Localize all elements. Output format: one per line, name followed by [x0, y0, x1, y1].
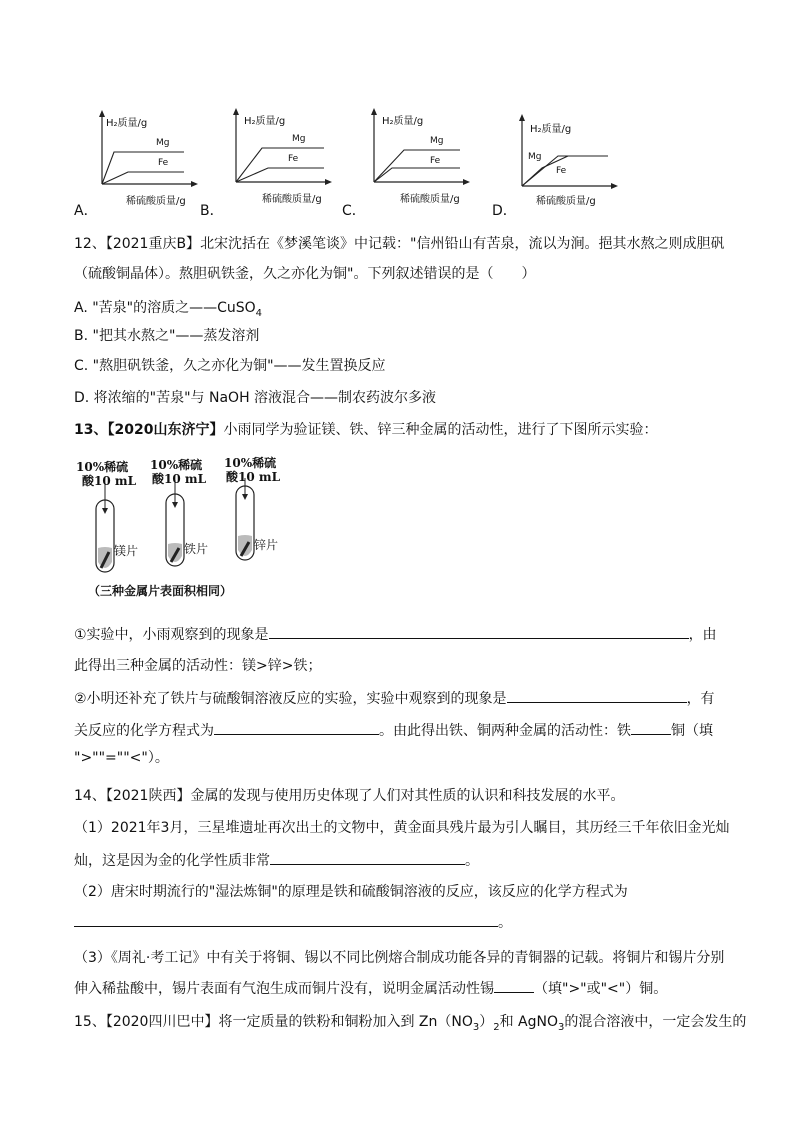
q15-text-2: ）: [479, 1014, 494, 1030]
chart-b-xlabel: 稀硫酸质量/g: [262, 194, 322, 205]
tube-3: [236, 478, 254, 560]
q12-line1: [74, 234, 725, 254]
q13-part2-text-e: 铜（填: [671, 723, 713, 739]
chart-d-xlabel: 稀硫酸质量/g: [536, 196, 596, 207]
chart-d: [508, 112, 618, 222]
q12-stem-1: 北宋沈括在《梦溪笔谈》中记载："信州铅山有苦泉，流以为涧。挹其水熬之则成胆矾: [200, 236, 725, 252]
q13-blank-2[interactable]: [507, 688, 687, 703]
q14-sub3-line1: （3）《周礼·考工记》中有关于将铜、锡以不同比例熔合制成功能各异的青铜器的记载。将铜片和锡片分别: [74, 950, 725, 966]
q15-sub-1: 3: [472, 1021, 480, 1033]
q14-stem: [74, 786, 624, 806]
q12-option-a-sub: 4: [255, 307, 263, 319]
chart-b-option: B．: [200, 203, 224, 219]
q15-text-1: 将一定质量的铁粉和铜粉加入到 Zn（NO: [218, 1014, 473, 1030]
q12-option-d: D. 将浓缩的"苦泉"与 NaOH 溶液混合——制农药波尔多液: [74, 390, 437, 406]
chart-a-mg: Mg: [156, 138, 170, 148]
chart-c: [360, 108, 470, 218]
q15-source: 15、【2020四川巴中】: [74, 1014, 219, 1030]
tube-3-metal: 锌片: [254, 538, 279, 552]
q12-option-b: B. "把其水熬之"——蒸发溶剂: [74, 328, 260, 344]
q13-part1-text-a: ①实验中，小雨观察到的现象是: [74, 627, 269, 643]
tube-1: [96, 484, 114, 572]
q13-part2-text-d: 。由此得出铁、铜两种金属的活动性：铁: [379, 723, 631, 739]
q13-stem: [74, 420, 657, 440]
q12-option-a-text: A. "苦泉"的溶质之——CuSO: [74, 300, 256, 316]
q14-blank-2[interactable]: [74, 912, 498, 927]
tube-1-label-2: 酸10 mL: [82, 474, 137, 488]
q13-blank-1[interactable]: [269, 624, 689, 639]
q13-part1-line1: [74, 624, 717, 645]
q13-part2-line3: ">""=""<"）。: [74, 750, 169, 766]
q13-source: 13、【2020山东济宁】: [74, 422, 224, 438]
chart-b-ylabel: H₂质量/g: [244, 116, 286, 127]
q15-sub-3: 3: [558, 1021, 565, 1033]
q14-blank-1[interactable]: [270, 850, 465, 865]
q13-stem-text: 小雨同学为验证镁、铁、锌三种金属的活动性，进行了下图所示实验：: [223, 422, 658, 438]
q14-sub3-text-c: （填">"或"<"）铜。: [534, 981, 668, 997]
q13-part1-text-b: ，由: [688, 627, 717, 643]
chart-b-mg: Mg: [292, 134, 306, 144]
tube-3-label-1: 10%稀硫: [224, 456, 277, 470]
q14-blank-3[interactable]: [494, 978, 534, 993]
q14-sub2-line1: （2）唐宋时期流行的"湿法炼铜"的原理是铁和硫酸铜溶液的反应，该反应的化学方程式为: [74, 884, 628, 900]
q12-line2: （硫酸铜晶体）。熬胆矾铁釜，久之亦化为铜"。下列叙述错误的是（ ）: [74, 266, 536, 282]
q13-part2-line1: [74, 688, 715, 709]
chart-c-xlabel: 稀硫酸质量/g: [400, 194, 460, 205]
q14-sub2-line2: [74, 912, 512, 933]
q15-sub-2: 2: [493, 1021, 500, 1033]
chart-c-fe: Fe: [430, 156, 441, 166]
tube-1-label-1: 10%稀硫: [76, 460, 129, 474]
q13-part1-line2: 此得出三种金属的活动性：镁>锌>铁；: [74, 658, 322, 674]
chart-a-ylabel: H₂质量/g: [106, 118, 148, 129]
chart-a: [88, 108, 198, 218]
chart-c-mg: Mg: [430, 136, 444, 146]
q13-blank-4[interactable]: [631, 720, 671, 735]
q14-sub1-text-c: 。: [465, 853, 479, 869]
q13-figure: [74, 456, 284, 604]
q13-part2-text-b: ，有: [686, 691, 715, 707]
q12-source: 12、【2021重庆B】: [74, 236, 201, 252]
q14-sub1-line1: （1）2021年3月，三星堆遗址再次出土的文物中，黄金面具残片最为引人瞩目，其历经三千年依旧金光灿: [74, 820, 730, 836]
chart-a-xlabel: 稀硫酸质量/g: [126, 196, 186, 207]
tube-3-label-2: 酸10 mL: [226, 470, 281, 484]
q13-part2-line2: [74, 720, 713, 741]
q13-part2-text-c: 关反应的化学方程式为: [74, 723, 214, 739]
chart-a-fe: Fe: [158, 158, 169, 168]
q15-text-3: 和 AgNO: [499, 1014, 559, 1030]
q13-blank-3[interactable]: [214, 720, 379, 735]
q15-stem: [74, 1012, 746, 1038]
tube-2-label-1: 10%稀硫: [150, 458, 203, 472]
tube-1-metal: 镁片: [114, 544, 139, 558]
chart-a-option: A．: [74, 203, 98, 219]
tube-2-metal: 铁片: [184, 542, 209, 556]
q13-figure-caption: （三种金属片表面积相同）: [88, 584, 233, 598]
q14-stem-text: 金属的发现与使用历史体现了人们对其性质的认识和科技发展的水平。: [190, 788, 625, 804]
chart-d-mg: Mg: [528, 152, 542, 162]
q14-source: 14、【2021陕西】: [74, 788, 191, 804]
chart-c-ylabel: H₂质量/g: [382, 116, 424, 127]
q15-text-4: 的混合溶液中，一定会发生的: [564, 1014, 747, 1030]
q13-part2-text-a: ②小明还补充了铁片与硫酸铜溶液反应的实验，实验中观察到的现象是: [74, 691, 507, 707]
q14-sub3-text-b: 伸入稀盐酸中，锡片表面有气泡生成而铜片没有，说明金属活动性锡: [74, 981, 494, 997]
chart-b: [222, 108, 332, 218]
q12-option-c: C. "熬胆矾铁釜，久之亦化为铜"——发生置换反应: [74, 358, 386, 374]
chart-d-ylabel: H₂质量/g: [530, 124, 572, 135]
q14-sub2-text-b: 。: [498, 915, 512, 931]
q14-sub1-text-b: 灿，这是因为金的化学性质非常: [74, 853, 270, 869]
chart-c-option: C．: [342, 203, 366, 219]
tube-2: [166, 480, 184, 566]
q12-option-a: [74, 298, 262, 324]
chart-d-fe: Fe: [556, 166, 567, 176]
chart-b-fe: Fe: [288, 154, 299, 164]
tube-2-label-2: 酸10 mL: [152, 472, 207, 486]
q14-sub1-line2: [74, 850, 479, 871]
q14-sub3-line2: [74, 978, 667, 999]
chart-d-option: D．: [492, 203, 517, 219]
